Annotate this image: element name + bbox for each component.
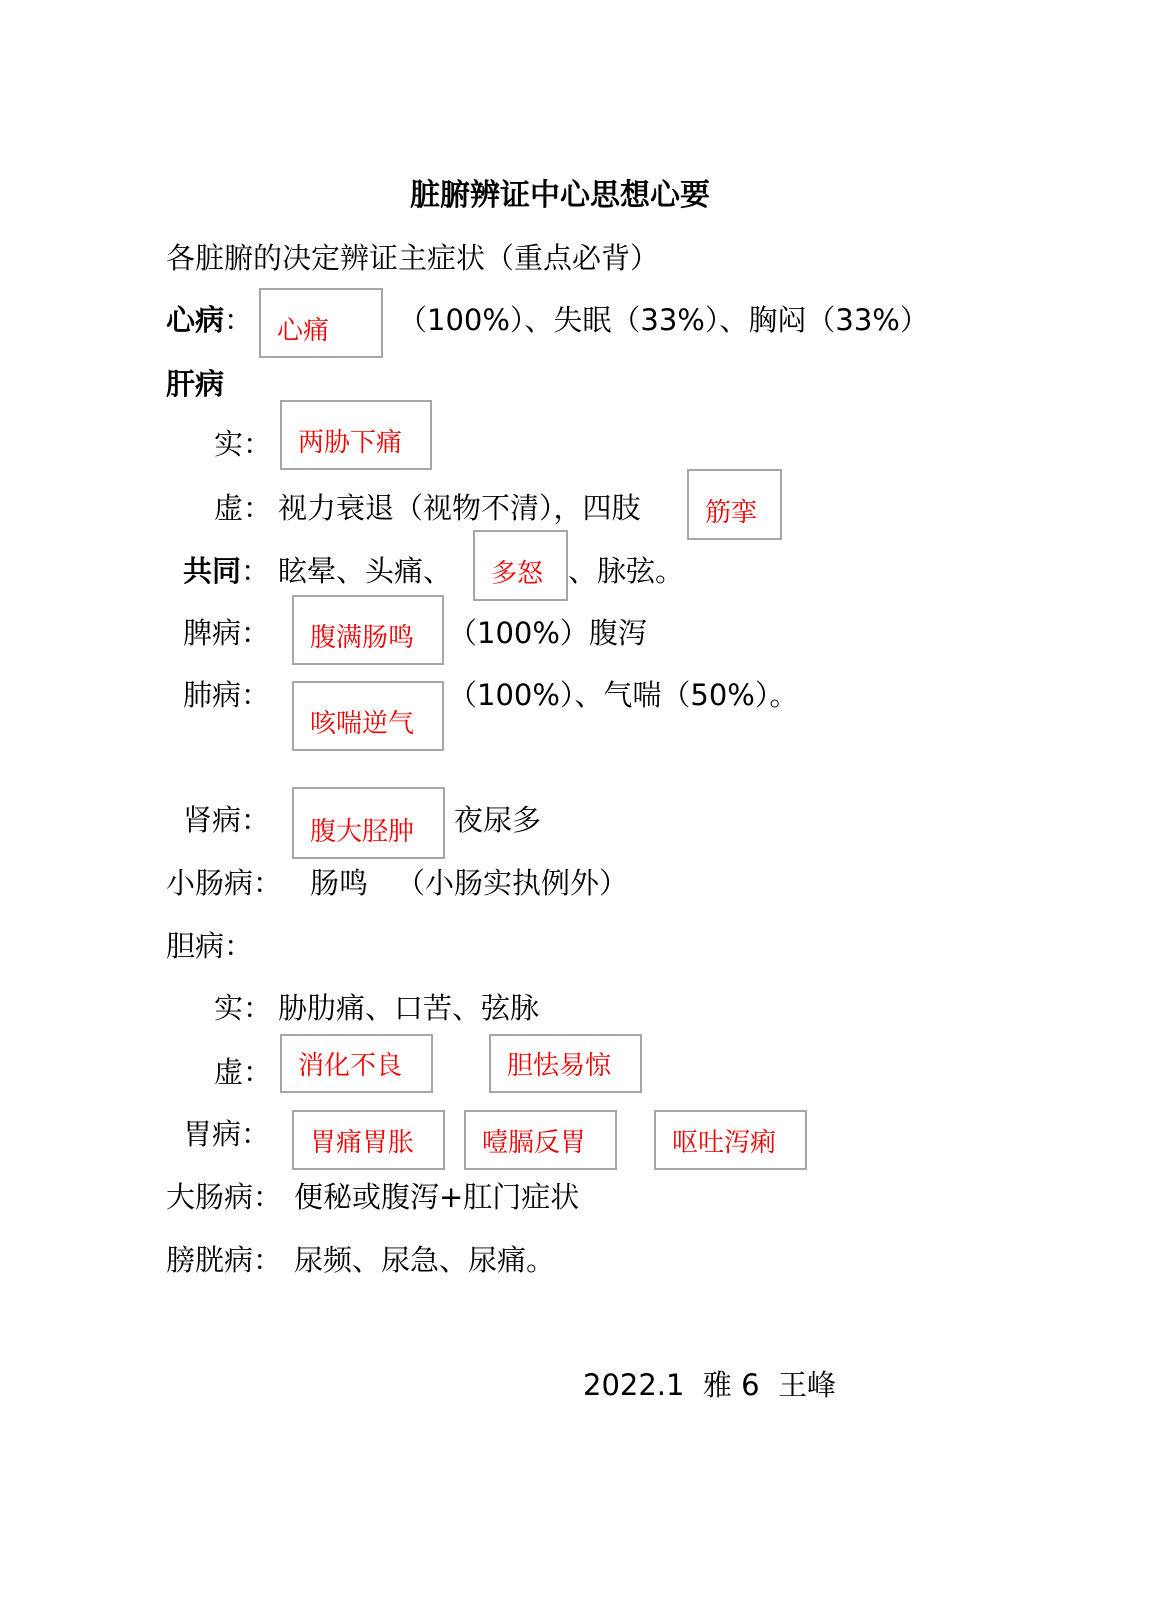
large-intestine-symptoms: 便秘或腹泻+肛门症状 [294,1180,580,1214]
liver-label: 肝病 [166,367,225,401]
spleen-answer-box[interactable] [292,595,444,665]
liver-shi-answer-box[interactable] [280,400,432,470]
stomach-answer-box-3[interactable] [654,1110,807,1170]
heart-symptoms: （100%）、失眠（33%）、胸闷（33%） [398,303,929,337]
liver-xu-answer: 筋挛 [705,498,758,528]
document-title: 脏腑辨证中心思想心要 [410,178,710,213]
liver-common-answer: 多怒 [491,559,544,589]
liver-xu-label: 虚： [214,491,273,525]
gallbladder-xu-answer-box-1[interactable] [280,1034,433,1093]
small-intestine-note: （小肠实执例外） [396,866,629,900]
liver-common-answer-box[interactable] [473,530,568,601]
spleen-answer: 腹满肠鸣 [310,623,415,653]
stomach-answer-box-2[interactable] [464,1110,617,1170]
stomach-answer-3: 呕吐泻痢 [672,1128,777,1158]
heart-label: 心病 [166,303,225,337]
liver-shi-answer: 两胁下痛 [298,428,403,458]
large-intestine-label: 大肠病： [166,1180,283,1214]
lung-answer: 咳喘逆气 [310,709,415,739]
stomach-answer-1: 胃痛胃胀 [310,1128,415,1158]
spleen-label: 脾病： [183,616,271,650]
kidney-answer: 腹大胫肿 [310,817,415,847]
stomach-answer-box-1[interactable] [292,1110,445,1170]
heart-colon: ： [224,303,254,337]
footer-signature: 2022.1 雅 6 王峰 [583,1368,837,1402]
bladder-label: 膀胱病： [166,1243,283,1277]
gallbladder-xu-answer-1: 消化不良 [298,1051,403,1081]
liver-shi-label: 实： [214,427,273,461]
liver-xu-symptoms: 视力衰退（视物不清），四肢 [278,491,641,525]
lung-symptoms: （100%）、气喘（50%）。 [448,678,799,712]
stomach-label: 胃病： [183,1117,271,1151]
subtitle: 各脏腑的决定辨证主症状（重点必背） [166,241,660,275]
gallbladder-shi-label: 实： [214,991,273,1025]
gallbladder-xu-answer-box-2[interactable] [489,1034,642,1093]
heart-label-line [166,300,253,340]
gallbladder-shi-symptoms: 胁肋痛、口苦、弦脉 [278,991,540,1025]
liver-common-label: 共同 [183,554,242,588]
liver-common-line [183,551,270,591]
liver-common-after: 、脉弦。 [568,554,685,588]
gallbladder-xu-label: 虚： [214,1055,273,1089]
lung-label: 肺病： [183,678,271,712]
stomach-answer-2: 噎膈反胃 [482,1128,587,1158]
spleen-symptoms: （100%）腹泻 [448,616,647,650]
liver-xu-answer-box[interactable] [687,469,782,540]
small-intestine-symptom: 肠鸣 [310,866,369,900]
small-intestine-label: 小肠病： [166,866,283,900]
gallbladder-label: 胆病： [166,929,254,963]
bladder-symptoms: 尿频、尿急、尿痛。 [294,1243,556,1277]
gallbladder-xu-answer-2: 胆怯易惊 [507,1051,612,1081]
kidney-label: 肾病： [183,803,271,837]
kidney-answer-box[interactable] [292,787,445,859]
kidney-symptoms: 夜尿多 [454,803,542,837]
liver-common-colon: ： [241,554,271,588]
heart-answer-box[interactable] [259,288,383,358]
heart-answer: 心痛 [277,316,330,346]
lung-answer-box[interactable] [292,681,444,751]
liver-common-symptoms: 眩晕、头痛、 [278,554,453,588]
